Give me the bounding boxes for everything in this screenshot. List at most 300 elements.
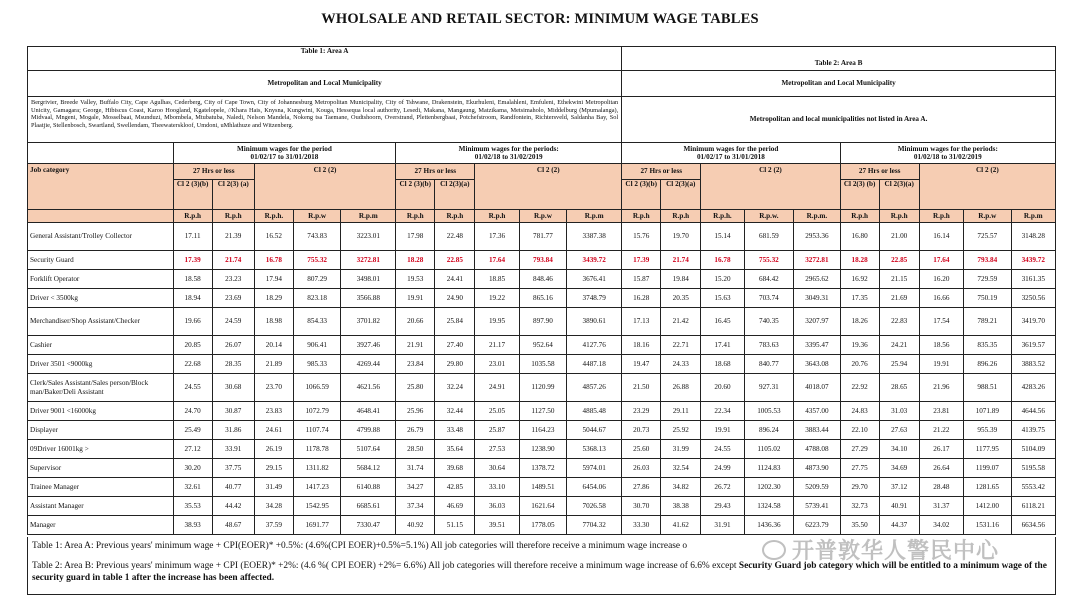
wage-cell: 7026.58 <box>567 497 622 516</box>
wage-cell: 1436.36 <box>744 516 794 535</box>
wage-cell: 897.90 <box>519 308 566 336</box>
wage-cell: 35.50 <box>840 516 879 535</box>
wage-cell: 21.22 <box>919 421 963 440</box>
wage-cell: 5107.64 <box>341 440 396 459</box>
wage-cell: 21.17 <box>475 336 519 355</box>
table-row <box>28 402 1056 421</box>
wage-cell: 1066.59 <box>293 374 340 402</box>
wage-cell: 19.70 <box>661 223 701 251</box>
unit-header: R.p.h. <box>701 210 744 223</box>
b-p1-cl2-header: Cl 2 (2) <box>701 164 840 210</box>
wage-cell: 17.64 <box>919 251 963 270</box>
wage-cell: 18.94 <box>173 289 212 308</box>
wage-cell: 16.78 <box>254 251 293 270</box>
wage-cell: 1417.23 <box>293 478 340 497</box>
wage-cell: 5974.01 <box>567 459 622 478</box>
wage-cell: 28.50 <box>396 440 435 459</box>
wage-cell: 955.39 <box>964 421 1011 440</box>
wage-cell: 1324.58 <box>744 497 794 516</box>
area-b-table-label: Table 2: Area B <box>622 57 1056 71</box>
wage-cell: 26.88 <box>661 374 701 402</box>
wage-cell: 3927.46 <box>341 336 396 355</box>
wage-cell: 29.70 <box>840 478 879 497</box>
wage-table <box>27 46 1056 535</box>
wage-cell: 28.65 <box>879 374 919 402</box>
wage-cell: 22.71 <box>661 336 701 355</box>
wage-cell: 24.55 <box>173 374 212 402</box>
wage-cell: 23.69 <box>212 289 254 308</box>
wage-cell: 21.50 <box>622 374 661 402</box>
wage-cell: 25.87 <box>475 421 519 440</box>
wage-cell: 6685.61 <box>341 497 396 516</box>
wage-cell: 24.21 <box>879 336 919 355</box>
wage-cell: 28.35 <box>212 355 254 374</box>
table-row <box>28 421 1056 440</box>
area-a-table-label: Table 1: Area A <box>28 47 622 71</box>
wage-cell: 23.70 <box>254 374 293 402</box>
wage-cell: 1005.53 <box>744 402 794 421</box>
wage-cell: 1127.50 <box>519 402 566 421</box>
wage-cell: 31.37 <box>919 497 963 516</box>
wage-cell: 31.03 <box>879 402 919 421</box>
wage-cell: 725.57 <box>964 223 1011 251</box>
wage-cell: 16.45 <box>701 308 744 336</box>
wage-cell: 35.64 <box>435 440 475 459</box>
wage-cell: 17.41 <box>701 336 744 355</box>
area-b-subtitle: Metropolitan and Local Municipality <box>622 71 1056 97</box>
wage-cell: 4885.48 <box>567 402 622 421</box>
wage-cell: 29.80 <box>435 355 475 374</box>
wage-cell: 927.31 <box>744 374 794 402</box>
wage-cell: 20.35 <box>661 289 701 308</box>
footer-note-area-a: Table 1: Area A: Previous years' minimum wage + CPI(EOER)* +0.5%: (4.6%(CPI EOER)+0.5%=5.1%) All job categories will therefore receive a minimum wage increase o <box>32 541 688 551</box>
wage-cell: 21.39 <box>212 223 254 251</box>
wage-cell: 29.15 <box>254 459 293 478</box>
wage-cell: 3161.35 <box>1011 270 1055 289</box>
table-row <box>28 251 1056 270</box>
a-p1-cl2-header: Cl 2 (2) <box>254 164 395 210</box>
wage-cell: 18.58 <box>173 270 212 289</box>
wage-cell: 835.35 <box>964 336 1011 355</box>
wage-cell: 5684.12 <box>341 459 396 478</box>
job-category-cell: Trainee Manager <box>28 478 174 497</box>
unit-header: R.p.h. <box>254 210 293 223</box>
wage-cell: 30.68 <box>212 374 254 402</box>
wage-cell: 896.24 <box>744 421 794 440</box>
wage-cell: 37.34 <box>396 497 435 516</box>
area-a-subtitle: Metropolitan and Local Municipality <box>28 71 622 97</box>
wage-cell: 681.59 <box>744 223 794 251</box>
wage-cell: 1542.95 <box>293 497 340 516</box>
area-b-period2-header: Minimum wages for the periods: 01/02/18 to 31/02/2019 <box>840 143 1055 164</box>
wage-cell: 40.92 <box>396 516 435 535</box>
wage-cell: 17.35 <box>840 289 879 308</box>
job-category-cell: Merchandiser/Shop Assistant/Checker <box>28 308 174 336</box>
wage-cell: 18.68 <box>701 355 744 374</box>
wage-cell: 36.03 <box>475 497 519 516</box>
wage-cell: 4621.56 <box>341 374 396 402</box>
wage-cell: 18.28 <box>840 251 879 270</box>
wage-cell: 39.51 <box>475 516 519 535</box>
unit-header: R.p.h <box>396 210 435 223</box>
wage-cell: 27.75 <box>840 459 879 478</box>
wage-cell: 1035.58 <box>519 355 566 374</box>
wage-cell: 23.83 <box>254 402 293 421</box>
area-b-period1-header: Minimum wages for the period 01/02/17 to 31/01/2018 <box>622 143 840 164</box>
wage-cell: 20.14 <box>254 336 293 355</box>
units-row <box>28 210 1056 223</box>
job-category-cell: Security Guard <box>28 251 174 270</box>
wechat-icon <box>762 540 786 560</box>
wage-cell: 23.29 <box>622 402 661 421</box>
table-row <box>28 223 1056 251</box>
wage-cell: 1691.77 <box>293 516 340 535</box>
unit-header: R.p.h <box>879 210 919 223</box>
wage-cell: 789.21 <box>964 308 1011 336</box>
wage-cell: 18.26 <box>840 308 879 336</box>
job-category-header: Job category <box>28 164 174 210</box>
table-row <box>28 355 1056 374</box>
wage-cell: 1164.23 <box>519 421 566 440</box>
a-p2-cl-b-header: Cl 2 (3)(b) <box>396 180 435 210</box>
wage-cell: 3883.52 <box>1011 355 1055 374</box>
wage-cell: 3498.01 <box>341 270 396 289</box>
wage-cell: 1107.74 <box>293 421 340 440</box>
job-category-cell: Clerk/Sales Assistant/Sales person/Block man/Baker/Deli Assistant <box>28 374 174 402</box>
wage-cell: 37.12 <box>879 478 919 497</box>
wage-cell: 24.83 <box>840 402 879 421</box>
wage-cell: 20.76 <box>840 355 879 374</box>
wage-cell: 32.44 <box>435 402 475 421</box>
wage-cell: 15.14 <box>701 223 744 251</box>
wage-cell: 32.24 <box>435 374 475 402</box>
wage-cell: 27.86 <box>622 478 661 497</box>
wage-cell: 1238.90 <box>519 440 566 459</box>
wage-cell: 27.29 <box>840 440 879 459</box>
wage-cell: 42.85 <box>435 478 475 497</box>
wage-cell: 4357.00 <box>794 402 840 421</box>
a-p2-cl2-header: Cl 2 (2) <box>475 164 622 210</box>
wage-cell: 30.64 <box>475 459 519 478</box>
wage-cell: 1489.51 <box>519 478 566 497</box>
wage-cell: 4644.56 <box>1011 402 1055 421</box>
wage-cell: 1178.78 <box>293 440 340 459</box>
wage-cell: 1071.89 <box>964 402 1011 421</box>
table-row <box>28 440 1056 459</box>
wage-cell: 3049.31 <box>794 289 840 308</box>
wage-cell: 44.42 <box>212 497 254 516</box>
wage-cell: 34.28 <box>254 497 293 516</box>
wage-cell: 31.99 <box>661 440 701 459</box>
wage-cell: 22.85 <box>879 251 919 270</box>
wage-cell: 18.28 <box>396 251 435 270</box>
wage-cell: 25.96 <box>396 402 435 421</box>
wage-cell: 21.91 <box>396 336 435 355</box>
a-p2-cl-a-header: Cl 2(3)(a) <box>435 180 475 210</box>
wage-cell: 25.49 <box>173 421 212 440</box>
wage-cell: 4857.26 <box>567 374 622 402</box>
wage-cell: 865.16 <box>519 289 566 308</box>
wage-cell: 23.01 <box>475 355 519 374</box>
wage-cell: 743.83 <box>293 223 340 251</box>
wage-cell: 952.64 <box>519 336 566 355</box>
wage-cell: 2953.36 <box>794 223 840 251</box>
unit-header: R.p.m <box>567 210 622 223</box>
wage-cell: 31.49 <box>254 478 293 497</box>
wage-cell: 16.52 <box>254 223 293 251</box>
wage-cell: 6223.79 <box>794 516 840 535</box>
wage-cell: 17.11 <box>173 223 212 251</box>
wage-cell: 24.91 <box>475 374 519 402</box>
wage-cell: 32.73 <box>840 497 879 516</box>
wage-cell: 23.23 <box>212 270 254 289</box>
wage-cell: 3439.72 <box>567 251 622 270</box>
wage-cell: 3148.28 <box>1011 223 1055 251</box>
wage-cell: 31.86 <box>212 421 254 440</box>
wage-cell: 34.10 <box>879 440 919 459</box>
wage-cell: 4873.90 <box>794 459 840 478</box>
wage-cell: 25.05 <box>475 402 519 421</box>
wage-cell: 807.29 <box>293 270 340 289</box>
wage-cell: 28.48 <box>919 478 963 497</box>
a-p2-hrs-header: 27 Hrs or less <box>396 164 475 180</box>
area-a-period1-header: Minimum wages for the period 01/02/17 to 31/01/2018 <box>173 143 396 164</box>
wage-cell: 7704.32 <box>567 516 622 535</box>
wage-cell: 840.77 <box>744 355 794 374</box>
wage-cell: 20.66 <box>396 308 435 336</box>
wage-cell: 41.62 <box>661 516 701 535</box>
wage-cell: 23.81 <box>919 402 963 421</box>
wage-cell: 3619.57 <box>1011 336 1055 355</box>
wage-cell: 27.40 <box>435 336 475 355</box>
wage-cell: 34.02 <box>919 516 963 535</box>
unit-header: R.p.m <box>1011 210 1055 223</box>
watermark: 开普敦华人警民中心 <box>762 534 999 565</box>
wage-cell: 3272.81 <box>794 251 840 270</box>
wage-cell: 26.64 <box>919 459 963 478</box>
wage-cell: 21.69 <box>879 289 919 308</box>
wage-cell: 3439.72 <box>1011 251 1055 270</box>
job-category-cell: Displayer <box>28 421 174 440</box>
wage-cell: 3748.79 <box>567 289 622 308</box>
wage-cell: 1124.83 <box>744 459 794 478</box>
wage-cell: 27.12 <box>173 440 212 459</box>
wage-cell: 30.70 <box>622 497 661 516</box>
a-p1-cl-a-header: Cl 2(3) (a) <box>212 180 254 210</box>
wage-cell: 16.14 <box>919 223 963 251</box>
wage-cell: 15.20 <box>701 270 744 289</box>
wage-cell: 6634.56 <box>1011 516 1055 535</box>
job-category-cell: Driver < 3500kg <box>28 289 174 308</box>
wage-cell: 985.33 <box>293 355 340 374</box>
job-category-cell: Driver 3501 <9000kg <box>28 355 174 374</box>
table-row <box>28 374 1056 402</box>
wage-cell: 31.91 <box>701 516 744 535</box>
wage-cell: 781.77 <box>519 223 566 251</box>
table-row <box>28 289 1056 308</box>
unit-header: R.p.w <box>519 210 566 223</box>
wage-cell: 3566.88 <box>341 289 396 308</box>
wage-cell: 35.53 <box>173 497 212 516</box>
wage-cell: 22.85 <box>435 251 475 270</box>
wage-cell: 5368.13 <box>567 440 622 459</box>
wage-cell: 48.67 <box>212 516 254 535</box>
wage-cell: 3250.56 <box>1011 289 1055 308</box>
wage-cell: 40.91 <box>879 497 919 516</box>
job-category-cell: Supervisor <box>28 459 174 478</box>
wage-cell: 18.98 <box>254 308 293 336</box>
job-category-cell: General Assistant/Trolley Collector <box>28 223 174 251</box>
wage-cell: 24.33 <box>661 355 701 374</box>
wage-cell: 51.15 <box>435 516 475 535</box>
wage-cell: 823.18 <box>293 289 340 308</box>
unit-header: R.p.m. <box>794 210 840 223</box>
wage-cell: 25.60 <box>622 440 661 459</box>
footer-note-area-b: Table 2: Area B: Previous years' minimum wage + CPI (EOER)* +2%: (4.6 %( CPI EOER) +2%= 6.6%) All job categories will therefore receive a minimum wage increase of 6.6% except Security Guard job category which will be entitled to a minimum wage of the security guard in table 1 after the increase has been affected. <box>32 560 1047 583</box>
wage-cell: 16.78 <box>701 251 744 270</box>
table-row <box>28 497 1056 516</box>
page-title: WHOLSALE AND RETAIL SECTOR: MINIMUM WAGE TABLES <box>321 11 759 27</box>
wage-cell: 3419.70 <box>1011 308 1055 336</box>
wage-cell: 793.84 <box>519 251 566 270</box>
wage-cell: 19.91 <box>396 289 435 308</box>
wage-cell: 6118.21 <box>1011 497 1055 516</box>
wage-cell: 1105.02 <box>744 440 794 459</box>
wage-cell: 25.84 <box>435 308 475 336</box>
wage-cell: 1281.65 <box>964 478 1011 497</box>
wage-cell: 7330.47 <box>341 516 396 535</box>
wage-cell: 21.74 <box>661 251 701 270</box>
wage-cell: 44.37 <box>879 516 919 535</box>
wage-cell: 26.19 <box>254 440 293 459</box>
wage-cell: 32.61 <box>173 478 212 497</box>
a-p1-hrs-header: 27 Hrs or less <box>173 164 254 180</box>
area-a-municipalities: Bergrivier, Breede Valley, Buffalo City, Cape Agulhas, Cederberg, City of Cape Town, City of Johannesburg Metropolitan Municipality, City of Tshwane, Drakenstein, Ekurhuleni, Emalahleni, Emfuleni, Ethekwini Metropolitan Unicity, Gamagara; George, Hibiscus Coast, Karoo Hoogland, Kgatelopele, //Khara Hais, Knysna, Kungwini, Kouga, Hessequa local authority, Lesedi, Makana, Mangaung, Matzikama, Metsimaholo, Middelburg (Mpumalanga), Midvaal, Mngeni, Mogale, Mosselbaai, Msunduzi, Mbombela, Mtubatuba, Naledi, Nelson Mandela, Nokeng tsa Taemane, Oudtshoorn, Overstrand, Plettenbergbaai, Potchefstroom, Randfontein, Richtersveld, Saldanha Bay, Sol Plaatjie, Stellenbosch, Swartland, Swellendam, Theewaterskloof, Umdoni, uMhlathuze and Witzenberg. <box>28 97 622 143</box>
unit-header: R.p.m <box>341 210 396 223</box>
wage-cell: 5195.58 <box>1011 459 1055 478</box>
wage-cell: 1621.64 <box>519 497 566 516</box>
wage-cell: 23.84 <box>396 355 435 374</box>
wage-cell: 24.55 <box>701 440 744 459</box>
wage-cell: 21.74 <box>212 251 254 270</box>
wage-cell: 16.92 <box>840 270 879 289</box>
wage-cell: 896.26 <box>964 355 1011 374</box>
wage-cell: 38.93 <box>173 516 212 535</box>
job-category-cell: Driver 9001 <16000kg <box>28 402 174 421</box>
wage-cell: 25.92 <box>661 421 701 440</box>
wage-cell: 33.91 <box>212 440 254 459</box>
wage-cell: 21.42 <box>661 308 701 336</box>
wage-cell: 1199.07 <box>964 459 1011 478</box>
wage-cell: 46.69 <box>435 497 475 516</box>
job-category-cell: Cashier <box>28 336 174 355</box>
wage-cell: 15.63 <box>701 289 744 308</box>
wage-cell: 793.84 <box>964 251 1011 270</box>
unit-header: R.p.h <box>661 210 701 223</box>
wage-cell: 19.84 <box>661 270 701 289</box>
wage-cell: 740.35 <box>744 308 794 336</box>
wage-cell: 18.16 <box>622 336 661 355</box>
wage-cell: 2965.62 <box>794 270 840 289</box>
wage-cell: 684.42 <box>744 270 794 289</box>
wage-cell: 18.56 <box>919 336 963 355</box>
wage-cell: 27.53 <box>475 440 519 459</box>
wage-cell: 26.03 <box>622 459 661 478</box>
data-body <box>28 223 1056 535</box>
wage-cell: 18.29 <box>254 289 293 308</box>
table-row <box>28 516 1056 535</box>
unit-header: R.p.h <box>622 210 661 223</box>
wage-cell: 4139.75 <box>1011 421 1055 440</box>
wage-cell: 24.61 <box>254 421 293 440</box>
wage-cell: 19.95 <box>475 308 519 336</box>
job-category-cell: Assistant Manager <box>28 497 174 516</box>
area-b-note: Metropolitan and local municipalities not listed in Area A. <box>622 97 1056 143</box>
wage-cell: 40.77 <box>212 478 254 497</box>
wage-cell: 729.59 <box>964 270 1011 289</box>
wage-cell: 19.91 <box>919 355 963 374</box>
wage-cell: 15.76 <box>622 223 661 251</box>
b-p1-hrs-header: 27 Hrs or less <box>622 164 701 180</box>
wage-cell: 16.66 <box>919 289 963 308</box>
wage-cell: 32.54 <box>661 459 701 478</box>
wage-cell: 1072.79 <box>293 402 340 421</box>
wage-cell: 4018.07 <box>794 374 840 402</box>
wage-cell: 17.94 <box>254 270 293 289</box>
job-category-cell: 09Driver 16001kg > <box>28 440 174 459</box>
wage-cell: 30.20 <box>173 459 212 478</box>
wage-cell: 24.90 <box>435 289 475 308</box>
wage-cell: 24.41 <box>435 270 475 289</box>
wage-cell: 703.74 <box>744 289 794 308</box>
wage-cell: 5553.42 <box>1011 478 1055 497</box>
wage-cell: 17.13 <box>622 308 661 336</box>
table-row <box>28 459 1056 478</box>
wage-cell: 21.96 <box>919 374 963 402</box>
table-row <box>28 478 1056 497</box>
job-category-cell: Manager <box>28 516 174 535</box>
wage-cell: 18.85 <box>475 270 519 289</box>
area-a-period2-header: Minimum wages for the periods: 01/02/18 to 31/02/2019 <box>396 143 622 164</box>
wage-cell: 19.91 <box>701 421 744 440</box>
unit-header: R.p.h <box>212 210 254 223</box>
wage-cell: 29.43 <box>701 497 744 516</box>
unit-header: R.p.h <box>435 210 475 223</box>
wage-cell: 4799.88 <box>341 421 396 440</box>
wage-cell: 31.74 <box>396 459 435 478</box>
wage-cell: 3272.81 <box>341 251 396 270</box>
wage-cell: 15.87 <box>622 270 661 289</box>
wage-cell: 24.99 <box>701 459 744 478</box>
wage-cell: 3676.41 <box>567 270 622 289</box>
wage-cell: 1311.82 <box>293 459 340 478</box>
wage-cell: 3207.97 <box>794 308 840 336</box>
wage-cell: 854.33 <box>293 308 340 336</box>
wage-cell: 4487.18 <box>567 355 622 374</box>
wage-cell: 19.53 <box>396 270 435 289</box>
wage-cell: 22.10 <box>840 421 879 440</box>
b-p1-cl-b-header: Cl 2 (3)(b) <box>622 180 661 210</box>
wage-cell: 25.94 <box>879 355 919 374</box>
wage-cell: 755.32 <box>744 251 794 270</box>
wage-cell: 5044.67 <box>567 421 622 440</box>
unit-header: R.p.h <box>475 210 519 223</box>
wage-cell: 24.70 <box>173 402 212 421</box>
job-category-cell: Forklift Operator <box>28 270 174 289</box>
table-row <box>28 308 1056 336</box>
a-p1-cl-b-header: Cl 2 (3)(b) <box>173 180 212 210</box>
wage-cell: 17.36 <box>475 223 519 251</box>
